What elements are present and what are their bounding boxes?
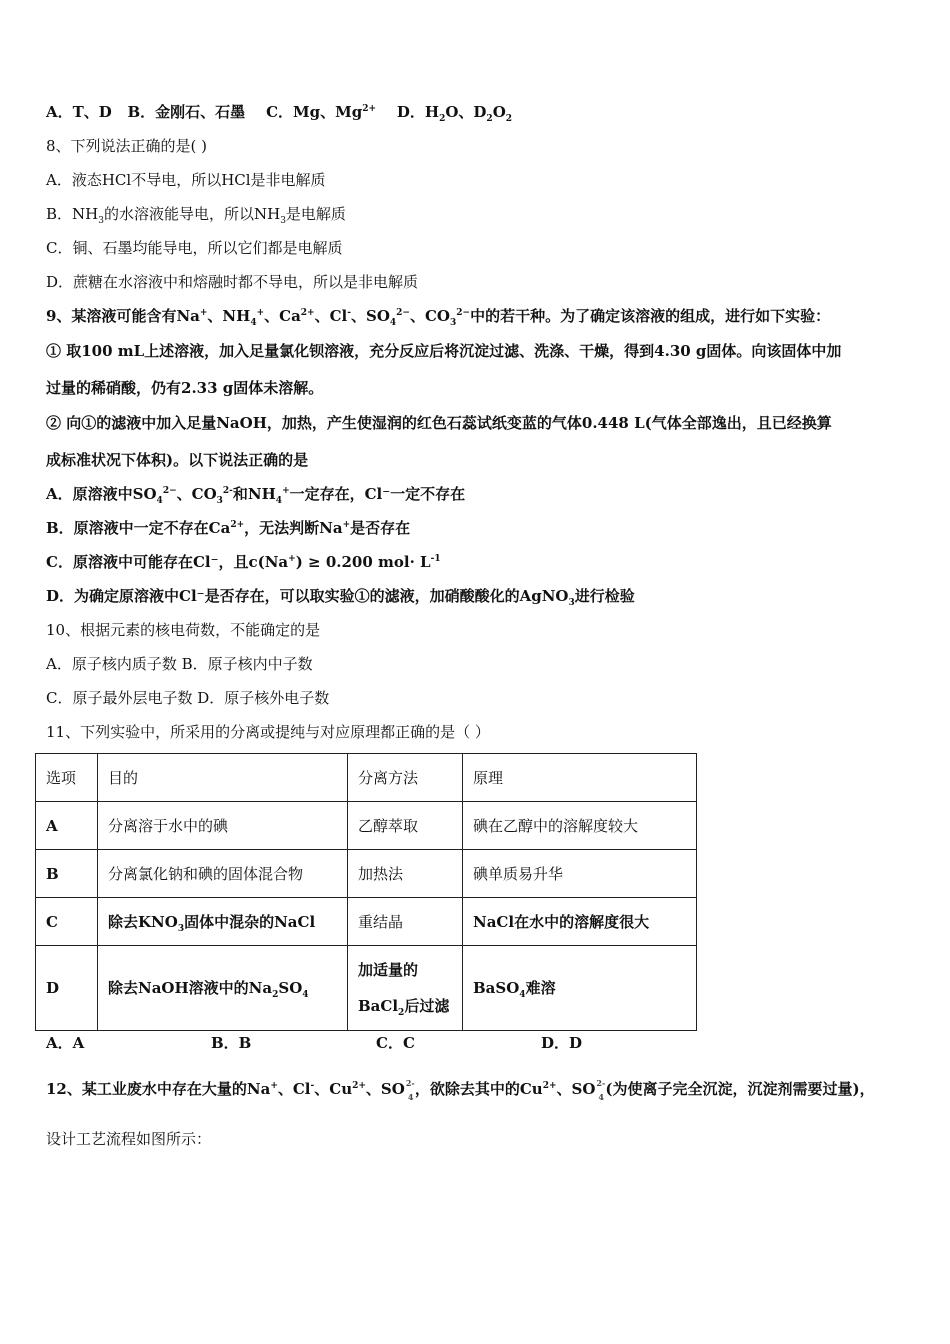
q11-answer-b: B．B [211,1034,252,1052]
row-goal: 除去$KNO_3$固体中混杂的NaCl [98,898,348,946]
q11-table [35,753,697,1031]
q9-option-d: D．为确定原溶液中Cl⁻是否存在，可以取实验①的滤液，加硝酸酸化的AgNO$_3$进行检验 [46,587,635,608]
row-principle: NaCl在水中的溶解度很大 [463,898,697,946]
q9-option-a: A．原溶液中$SO_4^{2-}$、$CO_3^{2-}$和$NH_4^+$一定存在，Cl⁻一定不存在 [46,485,466,506]
q8-option-c: C．铜、石墨均能导电，所以它们都是电解质 [46,239,343,257]
q12-line2: 设计工艺流程如图所示： [46,1130,212,1148]
row-option: D [36,946,98,1031]
row-principle: 碘在乙醇中的溶解度较大 [463,802,697,850]
sulfate-charge-stack: 2- 4 [596,1078,606,1102]
table-row [36,850,697,898]
table-row [36,898,697,946]
q9-experiment-1-line2: 过量的稀硝酸，仍有2.33 g固体未溶解。 [46,379,324,397]
row-option: B [36,850,98,898]
table-row [36,946,697,1031]
row-option: A [36,802,98,850]
header-option: 选项 [36,754,98,802]
q9-experiment-2-line2: 成标准状况下体积)。以下说法正确的是 [46,451,309,469]
q9-experiment-2-line1: ② 向①的滤液中加入足量NaOH，加热，产生使湿润的红色石蕊试纸变蓝的气体0.448 L(气体全部逸出，且已经换算 [46,414,832,432]
q10-stem: 10、根据元素的核电荷数，不能确定的是 [46,621,321,639]
sulfate-charge-stack: 2- 4 [405,1078,415,1102]
row-principle: 碘单质易升华 [463,850,697,898]
row-method: 重结晶 [348,898,463,946]
q7-options [46,102,512,122]
q12-stem: 12、某工业废水中存在大量的Na+、Cl-、$Cu^{2+}$、SO 2- 4 ，欲除去其中的$Cu^{2+}$、SO 2- 4 (为使离子完全沉淀，沉淀剂需要过量)， [46,1078,875,1102]
row-method: 加热法 [348,850,463,898]
q7-option-a: A．T、D [46,103,112,121]
q9-stem: 9、某溶液可能含有Na+、$NH_4^+$、$Ca^{2+}$、Cl-、$SO_4^{2-}$、$CO_3^{2-}$中的若干种。为了确定该溶液的组成，进行如下实验： [46,307,831,328]
q8-stem: 8、下列说法正确的是( ) [46,137,208,155]
row-goal: 分离氯化钠和碘的固体混合物 [98,850,348,898]
header-method: 分离方法 [348,754,463,802]
q11-answer-a: A．A [46,1034,85,1052]
table-row [36,802,697,850]
q9-option-c: C．原溶液中可能存在Cl⁻，且c(Na+) ≥ 0.200 $mol\cdot L^{-1}$ [46,553,441,571]
row-goal: 分离溶于水中的碘 [98,802,348,850]
row-principle: BaSO$_4$难溶 [463,946,697,1031]
row-option: C [36,898,98,946]
table-header-row [36,754,697,802]
q11-answer-c: C．C [376,1034,415,1052]
row-method: 乙醇萃取 [348,802,463,850]
q7-option-c: C．Mg、$Mg^{2+}$ [266,103,376,121]
header-principle: 原理 [463,754,697,802]
row-method: 加适量的 BaCl$_2$后过滤 [348,946,463,1031]
q7-option-b: B．金刚石、石墨 [127,103,246,121]
q8-option-a: A．液态HCl不导电，所以HCl是非电解质 [46,171,326,189]
q9-option-b: B．原溶液中一定不存在$Ca^{2+}$，无法判断Na+是否存在 [46,519,411,537]
q8-option-d: D．蔗糖在水溶液中和熔融时都不导电，所以是非电解质 [46,273,419,291]
row-goal: 除去NaOH溶液中的$Na_2SO_4$ [98,946,348,1031]
q8-option-b: B．$NH_3$的水溶液能导电，所以$NH_3$是电解质 [46,205,346,226]
q11-stem: 11、下列实验中，所采用的分离或提纯与对应原理都正确的是（ ） [46,723,490,741]
q11-answer-d: D．D [541,1034,583,1052]
q10-options-cd: C．原子最外层电子数 D．原子核外电子数 [46,689,330,707]
header-goal: 目的 [98,754,348,802]
q10-options-ab: A．原子核内质子数 B．原子核内中子数 [46,655,313,673]
q7-option-d: D．$H_2O$、$D_2O_2$ [396,103,513,124]
q9-experiment-1-line1: ① 取100 mL上述溶液，加入足量氯化钡溶液，充分反应后将沉淀过滤、洗涤、干燥，得到4.30 g固体。向该固体中加 [46,342,842,360]
